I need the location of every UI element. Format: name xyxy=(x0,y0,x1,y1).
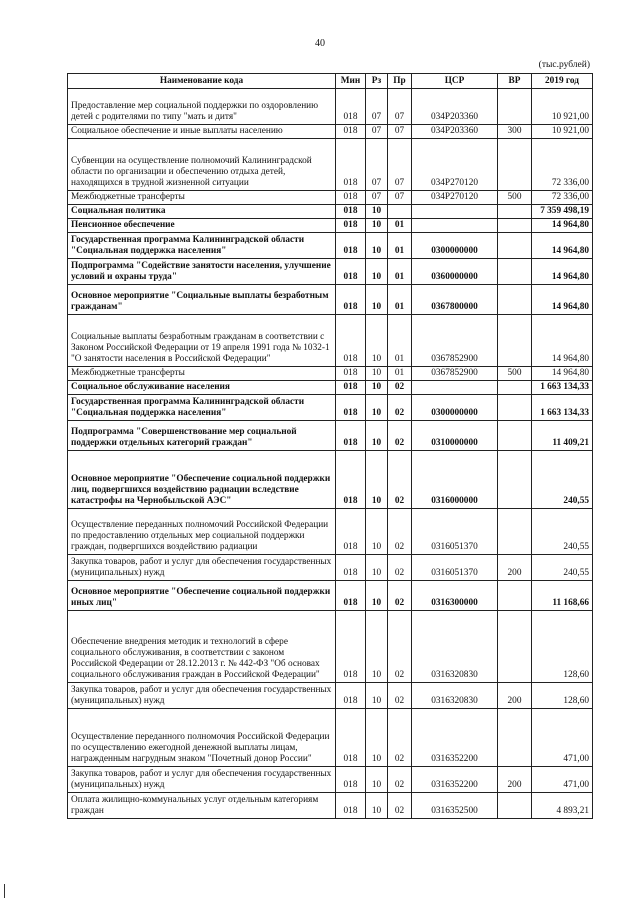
row-vr xyxy=(498,581,532,611)
row-name: Социальное обеспечение и иные выплаты населению xyxy=(68,125,336,139)
row-rz: 10 xyxy=(366,259,388,285)
row-name: Государственная программа Калининградской области "Социальная поддержка населения" xyxy=(68,233,336,259)
row-name: Осуществление переданных полномочий Российской Федерации по предоставлению отдельных мер социальной поддержки граждан, подвергшихся воздействию радиации xyxy=(68,509,336,555)
row-vr xyxy=(498,509,532,555)
row-rz: 07 xyxy=(366,89,388,125)
row-name: Социальное обслуживание населения xyxy=(68,381,336,395)
row-pr: 02 xyxy=(388,709,412,767)
table-header-row xyxy=(68,74,593,89)
row-csr: 0316000000 xyxy=(412,451,498,509)
row-csr: 0367852900 xyxy=(412,315,498,367)
row-rz: 07 xyxy=(366,191,388,205)
row-rz: 10 xyxy=(366,219,388,233)
row-csr: 0316051370 xyxy=(412,509,498,555)
row-min: 018 xyxy=(336,125,366,139)
row-csr xyxy=(412,219,498,233)
row-amount: 14 964,80 xyxy=(532,367,593,381)
row-amount: 72 336,00 xyxy=(532,191,593,205)
row-vr xyxy=(498,451,532,509)
table-row xyxy=(68,421,593,451)
row-name: Пенсионное обеспечение xyxy=(68,219,336,233)
row-rz: 10 xyxy=(366,285,388,315)
row-name: Основное мероприятие "Обеспечение социальной поддержки иных лиц" xyxy=(68,581,336,611)
table-row xyxy=(68,793,593,819)
row-min: 018 xyxy=(336,767,366,793)
row-name: Социальная политика xyxy=(68,205,336,219)
row-min: 018 xyxy=(336,139,366,191)
row-amount: 240,55 xyxy=(532,555,593,581)
row-min: 018 xyxy=(336,191,366,205)
row-pr: 02 xyxy=(388,793,412,819)
row-vr xyxy=(498,219,532,233)
row-rz: 10 xyxy=(366,767,388,793)
row-csr: 0316051370 xyxy=(412,555,498,581)
row-pr: 07 xyxy=(388,191,412,205)
row-name: Закупка товаров, работ и услуг для обеспечения государственных (муниципальных) нужд xyxy=(68,767,336,793)
table-row xyxy=(68,683,593,709)
page-number: 40 xyxy=(315,38,325,49)
row-vr: 200 xyxy=(498,683,532,709)
row-min: 018 xyxy=(336,709,366,767)
table-row xyxy=(68,581,593,611)
row-csr: 0300000000 xyxy=(412,233,498,259)
row-name: Межбюджетные трансферты xyxy=(68,191,336,205)
row-name: Оплата жилищно-коммунальных услуг отдельным категориям граждан xyxy=(68,793,336,819)
row-csr: 0316300000 xyxy=(412,581,498,611)
row-amount: 14 964,80 xyxy=(532,315,593,367)
row-min: 018 xyxy=(336,683,366,709)
row-pr: 02 xyxy=(388,451,412,509)
budget-table xyxy=(67,73,593,819)
row-name: Субвенции на осуществление полномочий Калининградской области по организации и обеспечению отдыха детей, находящихся в трудной жизненной ситуации xyxy=(68,139,336,191)
row-rz: 10 xyxy=(366,581,388,611)
row-pr: 02 xyxy=(388,381,412,395)
row-min: 018 xyxy=(336,451,366,509)
row-vr xyxy=(498,233,532,259)
row-vr: 300 xyxy=(498,125,532,139)
row-min: 018 xyxy=(336,793,366,819)
table-row xyxy=(68,767,593,793)
row-pr: 01 xyxy=(388,367,412,381)
row-min: 018 xyxy=(336,285,366,315)
row-rz: 10 xyxy=(366,555,388,581)
table-row xyxy=(68,125,593,139)
row-rz: 10 xyxy=(366,421,388,451)
row-pr: 07 xyxy=(388,89,412,125)
row-rz: 10 xyxy=(366,793,388,819)
row-pr: 02 xyxy=(388,395,412,421)
row-rz: 10 xyxy=(366,509,388,555)
row-rz: 10 xyxy=(366,381,388,395)
row-min: 018 xyxy=(336,509,366,555)
row-name: Социальные выплаты безработным гражданам в соответствии с Законом Российской Федерации от 19 апреля 1991 года № 1032-1 "О занятости населения в Российской Федерации" xyxy=(68,315,336,367)
row-csr: 0367852900 xyxy=(412,367,498,381)
row-amount: 471,00 xyxy=(532,767,593,793)
row-rz: 07 xyxy=(366,125,388,139)
row-csr: 0367800000 xyxy=(412,285,498,315)
row-csr: 0316320830 xyxy=(412,611,498,683)
row-min: 018 xyxy=(336,381,366,395)
row-vr xyxy=(498,285,532,315)
col-header-pr: Пр xyxy=(388,74,412,89)
row-csr: 0300000000 xyxy=(412,395,498,421)
table-row xyxy=(68,191,593,205)
row-csr: 034Р270120 xyxy=(412,139,498,191)
row-min: 018 xyxy=(336,421,366,451)
row-name: Государственная программа Калининградской области "Социальная поддержка населения" xyxy=(68,395,336,421)
row-pr: 07 xyxy=(388,139,412,191)
row-min: 018 xyxy=(336,205,366,219)
col-header-csr: ЦСР xyxy=(412,74,498,89)
row-pr: 02 xyxy=(388,581,412,611)
row-vr xyxy=(498,793,532,819)
table-row xyxy=(68,395,593,421)
row-amount: 72 336,00 xyxy=(532,139,593,191)
row-amount: 11 168,66 xyxy=(532,581,593,611)
row-rz: 10 xyxy=(366,395,388,421)
row-vr xyxy=(498,205,532,219)
row-amount: 128,60 xyxy=(532,683,593,709)
row-min: 018 xyxy=(336,611,366,683)
row-pr: 02 xyxy=(388,767,412,793)
row-vr: 200 xyxy=(498,767,532,793)
row-vr xyxy=(498,611,532,683)
row-min: 018 xyxy=(336,219,366,233)
row-rz: 10 xyxy=(366,611,388,683)
row-min: 018 xyxy=(336,581,366,611)
row-name: Осуществление переданного полномочия Российской Федерации по осуществлению ежегодной денежной выплаты лицам, награжденным нагрудным знаком "Почетный донор России" xyxy=(68,709,336,767)
row-pr: 02 xyxy=(388,611,412,683)
row-csr: 034Р270120 xyxy=(412,191,498,205)
row-amount: 14 964,80 xyxy=(532,285,593,315)
row-pr: 01 xyxy=(388,219,412,233)
col-header-min: Мин xyxy=(336,74,366,89)
row-vr: 200 xyxy=(498,555,532,581)
row-name: Основное мероприятие "Обеспечение социальной поддержки лиц, подвергшихся воздействию радиации вследствие катастрофы на Чернобыльской АЭС" xyxy=(68,451,336,509)
table-row xyxy=(68,315,593,367)
row-amount: 10 921,00 xyxy=(532,89,593,125)
row-csr: 034Р203360 xyxy=(412,125,498,139)
row-pr: 02 xyxy=(388,683,412,709)
table-row xyxy=(68,555,593,581)
row-min: 018 xyxy=(336,367,366,381)
table-row xyxy=(68,233,593,259)
table-row xyxy=(68,139,593,191)
row-vr xyxy=(498,89,532,125)
table-row xyxy=(68,259,593,285)
row-name: Основное мероприятие "Социальные выплаты безработным гражданам" xyxy=(68,285,336,315)
row-amount: 10 921,00 xyxy=(532,125,593,139)
row-vr xyxy=(498,381,532,395)
row-csr: 0316352500 xyxy=(412,793,498,819)
row-rz: 07 xyxy=(366,139,388,191)
row-rz: 10 xyxy=(366,709,388,767)
row-name: Обеспечение внедрения методик и технологий в сфере социального обслуживания, в соответствии с законом Российской Федерации от 28.12.2013 г. № 442-ФЗ "Об основах социального обслуживания граждан в Российской Федерации" xyxy=(68,611,336,683)
scan-edge-mark xyxy=(4,884,5,898)
row-csr: 0316320830 xyxy=(412,683,498,709)
row-amount: 14 964,80 xyxy=(532,259,593,285)
units-label: (тыс.рублей) xyxy=(538,60,590,70)
row-csr: 0360000000 xyxy=(412,259,498,285)
row-pr xyxy=(388,205,412,219)
row-amount: 14 964,80 xyxy=(532,233,593,259)
row-csr: 0316352200 xyxy=(412,709,498,767)
table-row xyxy=(68,709,593,767)
row-csr: 034Р203360 xyxy=(412,89,498,125)
row-amount: 471,00 xyxy=(532,709,593,767)
row-csr xyxy=(412,205,498,219)
row-vr xyxy=(498,709,532,767)
row-amount: 11 409,21 xyxy=(532,421,593,451)
row-name: Подпрограмма "Содействие занятости населения, улучшение условий и охраны труда" xyxy=(68,259,336,285)
col-header-name: Наименование кода xyxy=(68,74,336,89)
table-row xyxy=(68,451,593,509)
row-pr: 07 xyxy=(388,125,412,139)
row-vr xyxy=(498,139,532,191)
row-pr: 01 xyxy=(388,259,412,285)
row-min: 018 xyxy=(336,89,366,125)
row-rz: 10 xyxy=(366,205,388,219)
row-pr: 01 xyxy=(388,285,412,315)
table-row xyxy=(68,205,593,219)
row-amount: 240,55 xyxy=(532,451,593,509)
col-header-rz: Рз xyxy=(366,74,388,89)
table-row xyxy=(68,367,593,381)
row-amount: 1 663 134,33 xyxy=(532,381,593,395)
row-min: 018 xyxy=(336,395,366,421)
row-amount: 14 964,80 xyxy=(532,219,593,233)
table-row xyxy=(68,285,593,315)
row-vr: 500 xyxy=(498,367,532,381)
row-name: Предоставление мер социальной поддержки по оздоровлению детей с родителями по типу "мать и дитя" xyxy=(68,89,336,125)
table-row xyxy=(68,89,593,125)
row-pr: 02 xyxy=(388,509,412,555)
row-min: 018 xyxy=(336,555,366,581)
table-row xyxy=(68,219,593,233)
row-rz: 10 xyxy=(366,367,388,381)
row-amount: 240,55 xyxy=(532,509,593,555)
row-min: 018 xyxy=(336,315,366,367)
col-header-amount: 2019 год xyxy=(532,74,593,89)
row-name: Подпрограмма "Совершенствование мер социальной поддержки отдельных категорий граждан" xyxy=(68,421,336,451)
row-name: Закупка товаров, работ и услуг для обеспечения государственных (муниципальных) нужд xyxy=(68,683,336,709)
row-amount: 4 893,21 xyxy=(532,793,593,819)
row-vr xyxy=(498,421,532,451)
row-pr: 01 xyxy=(388,233,412,259)
row-rz: 10 xyxy=(366,315,388,367)
row-csr: 0310000000 xyxy=(412,421,498,451)
row-pr: 02 xyxy=(388,421,412,451)
row-name: Закупка товаров, работ и услуг для обеспечения государственных (муниципальных) нужд xyxy=(68,555,336,581)
table-row xyxy=(68,381,593,395)
row-name: Межбюджетные трансферты xyxy=(68,367,336,381)
table-body xyxy=(68,89,593,819)
col-header-vr: ВР xyxy=(498,74,532,89)
table-row xyxy=(68,611,593,683)
row-min: 018 xyxy=(336,233,366,259)
row-vr: 500 xyxy=(498,191,532,205)
row-amount: 1 663 134,33 xyxy=(532,395,593,421)
row-rz: 10 xyxy=(366,683,388,709)
row-pr: 02 xyxy=(388,555,412,581)
row-rz: 10 xyxy=(366,451,388,509)
row-csr xyxy=(412,381,498,395)
row-min: 018 xyxy=(336,259,366,285)
row-pr: 01 xyxy=(388,315,412,367)
table-row xyxy=(68,509,593,555)
row-vr xyxy=(498,259,532,285)
row-csr: 0316352200 xyxy=(412,767,498,793)
row-rz: 10 xyxy=(366,233,388,259)
row-amount: 7 359 498,19 xyxy=(532,205,593,219)
row-amount: 128,60 xyxy=(532,611,593,683)
row-vr xyxy=(498,315,532,367)
row-vr xyxy=(498,395,532,421)
